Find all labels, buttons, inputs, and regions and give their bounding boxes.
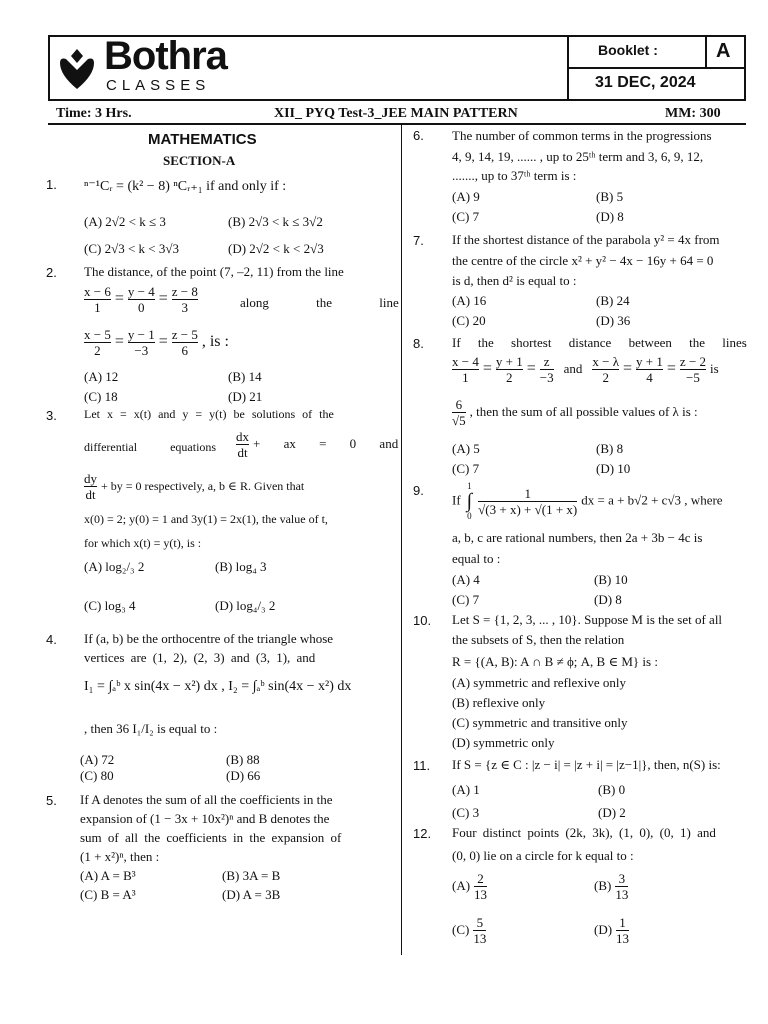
test-title: XII_ PYQ Test-3_JEE MAIN PATTERN xyxy=(274,106,518,121)
question-text: Let S = {1, 2, 3, ... , 10}. Suppose M is the set of all xyxy=(452,612,723,627)
question-text: along the line xyxy=(240,295,399,310)
question-text: expansion of (1 − 3x + 10x²)ⁿ and B denotes the xyxy=(80,811,330,826)
question-text: If (a, b) be the orthocentre of the triangle whose xyxy=(84,631,334,646)
question-text: vertices are (1, 2), (2, 3) and (3, 1), and xyxy=(84,650,316,665)
option-a[interactable]: (A) symmetric and reflexive only xyxy=(452,675,626,690)
option-d[interactable]: (D) 36 xyxy=(596,313,631,328)
booklet-label: Booklet : xyxy=(598,42,658,58)
derivative: $\frac{dy}{dt}$ + by = 0 respectively, a, b ∈ R. Given that xyxy=(84,471,305,502)
option-d[interactable]: (D) 2 xyxy=(598,805,626,820)
option-d[interactable]: (D) 10 xyxy=(596,461,631,476)
question-text: equal to : xyxy=(452,551,501,566)
question-text: If the shortest distance between the lines xyxy=(452,335,747,350)
question-text: ......., up to 37ᵗʰ term is : xyxy=(452,168,577,183)
option-a[interactable]: (A) $\frac{2}{13}$ xyxy=(452,871,488,902)
question-number: 7. xyxy=(413,233,424,248)
option-b[interactable]: (B) log₄ 3 xyxy=(215,559,267,574)
option-b[interactable]: (B) reflexive only xyxy=(452,695,546,710)
option-c[interactable]: (C) 80 xyxy=(80,768,114,783)
question-number: 6. xyxy=(413,128,424,143)
option-b[interactable]: (B) 88 xyxy=(226,752,260,767)
header-divider xyxy=(705,35,707,69)
question-number: 8. xyxy=(413,336,424,351)
option-d[interactable]: (D) A = 3B xyxy=(222,887,281,902)
brand-name: Bothra xyxy=(104,34,227,78)
question-number: 5. xyxy=(46,793,57,808)
option-a[interactable]: (A) A = B³ xyxy=(80,868,136,883)
exam-date: 31 DEC, 2024 xyxy=(595,74,696,91)
option-b[interactable]: (B) 0 xyxy=(598,782,626,797)
question-text: The number of common terms in the progressions xyxy=(452,128,712,143)
question-number: 1. xyxy=(46,177,57,192)
option-d[interactable]: (D) 8 xyxy=(596,209,624,224)
option-c[interactable]: (C) 2√3 < k < 3√3 xyxy=(84,241,180,256)
option-a[interactable]: (A) 9 xyxy=(452,189,480,204)
question-number: 12. xyxy=(413,826,432,841)
derivative: $\frac{dx}{dt}$ + ax = 0 and xyxy=(236,429,399,460)
option-d[interactable]: (D) symmetric only xyxy=(452,735,555,750)
question-text: (1 + x²)ⁿ, then : xyxy=(80,849,160,864)
option-a[interactable]: (A) 12 xyxy=(84,369,119,384)
question-text: the subsets of S, then the relation xyxy=(452,632,625,647)
integral-equation: If 1 ∫ 0 $\frac{1}{√(3 + x) + √(1 + x)}$ dx = a + b√2 + c√3 , where xyxy=(452,481,723,521)
option-c[interactable]: (C) 7 xyxy=(452,461,480,476)
option-c[interactable]: (C) 3 xyxy=(452,805,480,820)
option-b[interactable]: (B) 14 xyxy=(228,369,262,384)
max-marks: MM: 300 xyxy=(665,106,721,121)
question-text: ⁿ⁻¹Cᵣ = (k² − 8) ⁿCᵣ₊₁ if and only if : xyxy=(84,179,287,194)
option-d[interactable]: (D) 21 xyxy=(228,389,263,404)
option-c[interactable]: (C) B = A³ xyxy=(80,887,136,902)
question-number: 9. xyxy=(413,483,424,498)
option-c[interactable]: (C) symmetric and transitive only xyxy=(452,715,628,730)
option-d[interactable]: (D) 66 xyxy=(226,768,261,783)
integral-definitions: I₁ = ∫ₐᵇ x sin(4x − x²) dx , I₂ = ∫ₐᵇ sin(4x − x²) dx xyxy=(84,679,352,694)
option-b[interactable]: (B) 2√3 < k ≤ 3√2 xyxy=(228,214,323,229)
option-a[interactable]: (A) 16 xyxy=(452,293,487,308)
option-a[interactable]: (A) 2√2 < k ≤ 3 xyxy=(84,214,166,229)
bothra-logo-icon xyxy=(56,43,98,93)
option-a[interactable]: (A) log₂/₃ 2 xyxy=(84,559,145,574)
option-c[interactable]: (C) 20 xyxy=(452,313,486,328)
option-d[interactable]: (D) 2√2 < k < 2√3 xyxy=(228,241,324,256)
question-number: 11. xyxy=(413,758,431,773)
exam-time: Time: 3 Hrs. xyxy=(56,106,132,121)
question-text: $\frac{6}{√5}$ , then the sum of all possible values of λ is : xyxy=(452,397,698,428)
question-text: Four distinct points (2k, 3k), (1, 0), (0, 1) and xyxy=(452,825,716,840)
header-divider xyxy=(567,67,746,69)
subject-title: MATHEMATICS xyxy=(148,131,257,148)
line-equation: $\frac{x - 4}{1}$ = $\frac{y + 1}{2}$ = $\frac{z}{-3}$ and $\frac{x - \lambda}{2}$ = $\frac{y + 1}{4}$ = $\frac{z - 2}{-5}$ is xyxy=(452,354,719,385)
question-text: Let x = x(t) and y = y(t) be solutions of the xyxy=(84,407,334,421)
option-b[interactable]: (B) 8 xyxy=(596,441,624,456)
question-text: , then 36 I₁/I₂ is equal to : xyxy=(84,721,218,736)
option-b[interactable]: (B) 24 xyxy=(596,293,630,308)
option-b[interactable]: (B) 3A = B xyxy=(222,868,281,883)
header-rule xyxy=(48,123,746,125)
option-d[interactable]: (D) $\frac{1}{13}$ xyxy=(594,915,630,946)
option-a[interactable]: (A) 72 xyxy=(80,752,115,767)
question-text: the centre of the circle x² + y² − 4x − 16y + 64 = 0 xyxy=(452,253,714,268)
option-b[interactable]: (B) $\frac{3}{13}$ xyxy=(594,871,629,902)
question-text: differential equations xyxy=(84,440,217,454)
question-text: is d, then d² is equal to : xyxy=(452,273,577,288)
question-text: R = {(A, B): A ∩ B ≠ ϕ; A, B ∈ M} is : xyxy=(452,654,658,669)
question-number: 10. xyxy=(413,613,432,628)
option-a[interactable]: (A) 1 xyxy=(452,782,480,797)
option-c[interactable]: (C) $\frac{5}{13}$ xyxy=(452,915,487,946)
question-number: 2. xyxy=(46,265,57,280)
brand-subtitle: CLASSES xyxy=(106,77,211,94)
booklet-value: A xyxy=(716,40,731,62)
question-text: If A denotes the sum of all the coefficients in the xyxy=(80,792,333,807)
question-text: sum of all the coefficients in the expansion of xyxy=(80,830,342,845)
option-c[interactable]: (C) 7 xyxy=(452,592,480,607)
section-title: SECTION-A xyxy=(163,153,236,168)
line-equation: $\frac{x - 5}{2}$ = $\frac{y - 1}{-3}$ = $\frac{z - 5}{6}$ , is : xyxy=(84,327,229,358)
question-text: a, b, c are rational numbers, then 2a + 3b − 4c is xyxy=(452,530,703,545)
question-text: x(0) = 2; y(0) = 1 and 3y(1) = 2x(1), the value of t, xyxy=(84,512,328,526)
question-text: If S = {z ∈ C : |z − i| = |z + i| = |z−1|}, then, n(S) is: xyxy=(452,757,721,772)
option-a[interactable]: (A) 4 xyxy=(452,572,480,587)
option-b[interactable]: (B) 10 xyxy=(594,572,628,587)
question-text: The distance, of the point (7, –2, 11) from the line xyxy=(84,264,344,279)
option-c[interactable]: (C) log₃ 4 xyxy=(84,598,136,613)
option-b[interactable]: (B) 5 xyxy=(596,189,624,204)
question-text: 4, 9, 14, 19, ...... , up to 25ᵗʰ term and 3, 6, 9, 12, xyxy=(452,149,704,164)
line-equation: $\frac{x - 6}{1}$ = $\frac{y - 4}{0}$ = $\frac{z - 8}{3}$ xyxy=(84,284,198,315)
question-text: If the shortest distance of the parabola y² = 4x from xyxy=(452,232,720,247)
option-d[interactable]: (D) log₄/₃ 2 xyxy=(215,598,276,613)
option-c[interactable]: (C) 7 xyxy=(452,209,480,224)
option-d[interactable]: (D) 8 xyxy=(594,592,622,607)
option-c[interactable]: (C) 18 xyxy=(84,389,118,404)
question-number: 3. xyxy=(46,408,57,423)
question-number: 4. xyxy=(46,632,57,647)
question-text: (0, 0) lie on a circle for k equal to : xyxy=(452,848,634,863)
column-divider xyxy=(401,125,402,955)
option-a[interactable]: (A) 5 xyxy=(452,441,480,456)
question-text: for which x(t) = y(t), is : xyxy=(84,536,202,550)
